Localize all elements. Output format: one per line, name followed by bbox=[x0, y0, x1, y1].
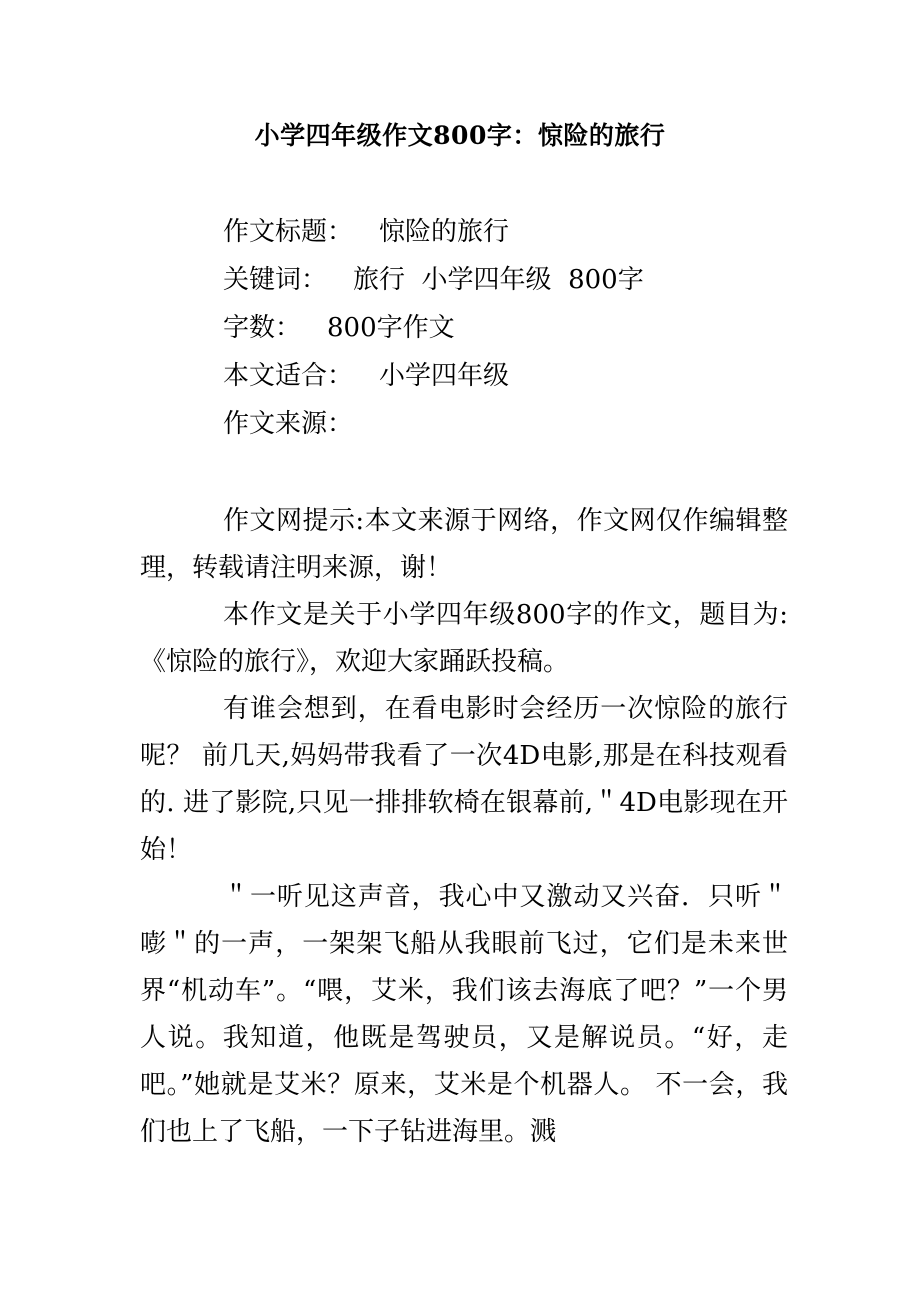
paragraph-story-1: 有谁会想到，在看电影时会经历一次惊险的旅行呢？ 前几天,妈妈带我看了一次4D电影,那是在科技观看的. 进了影院,只见一排排软椅在银幕前,＂4D电影现在开始！ bbox=[140, 694, 788, 865]
meta-row-source bbox=[223, 400, 644, 448]
meta-row-wordcount bbox=[223, 304, 644, 352]
essay-body bbox=[140, 498, 788, 1156]
meta-value: 惊险的旅行 bbox=[379, 217, 510, 247]
meta-label: 作文来源： bbox=[223, 409, 354, 439]
meta-value: 800字作文 bbox=[327, 313, 455, 343]
meta-label: 字数： bbox=[223, 313, 302, 343]
document-title: 小学四年级作文800字：惊险的旅行 bbox=[254, 121, 666, 150]
meta-value: 小学四年级 bbox=[379, 361, 510, 391]
meta-row-keywords bbox=[223, 256, 644, 304]
meta-row-title bbox=[223, 208, 644, 256]
paragraph-story-2: ＂一听见这声音，我心中又激动又兴奋．只听＂嘭＂的一声，一架架飞船从我眼前飞过，它们是未来世界“机动车”。“喂，艾米，我们该去海底了吧？”一个男人说。我知道，他既是驾驶员，又是解说员。“好，走吧。”她就是艾米？原来，艾米是个机器人。 不一会，我们也上了飞船，一下子钻进海里。溅 bbox=[140, 882, 788, 1147]
meta-label: 作文标题： bbox=[223, 217, 354, 247]
meta-row-suitable bbox=[223, 352, 644, 400]
meta-label: 关键词： bbox=[223, 265, 328, 295]
paragraph-intro: 本作文是关于小学四年级800字的作文，题目为:《惊险的旅行》，欢迎大家踊跃投稿。 bbox=[140, 600, 788, 677]
meta-value: 旅行 小学四年级 800字 bbox=[353, 265, 644, 295]
meta-label: 本文适合： bbox=[223, 361, 354, 391]
paragraph-notice: 作文网提示:本文来源于网络，作文网仅作编辑整理，转载请注明来源，谢！ bbox=[140, 506, 788, 583]
meta-block bbox=[223, 208, 644, 448]
